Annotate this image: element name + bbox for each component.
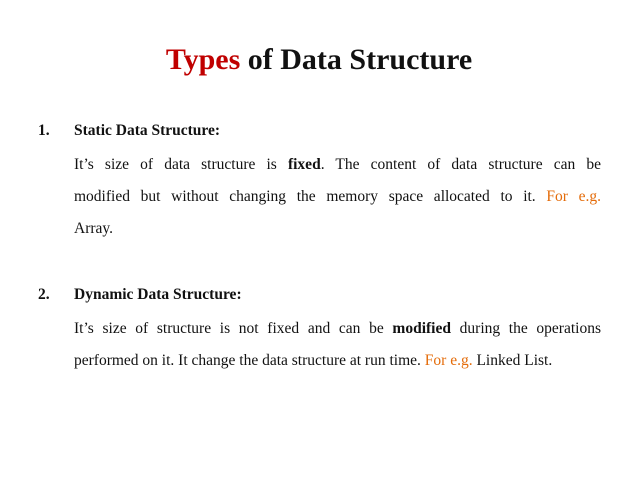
- item-1-line-1-post: . The content of data structure can be: [320, 156, 601, 173]
- item-2-number: 2.: [38, 286, 50, 303]
- item-1-heading: [38, 121, 220, 141]
- item-2-example-label: For e.g.: [424, 352, 473, 369]
- item-2-heading: [38, 285, 242, 305]
- item-1-bold-word: fixed: [287, 156, 321, 173]
- title-accent-word: Types: [165, 43, 241, 76]
- item-2-line-1: [74, 313, 601, 345]
- item-1-body: [74, 149, 601, 245]
- item-1-heading-text: Static Data Structure:: [74, 122, 221, 139]
- item-1-example-label: For e.g.: [546, 188, 601, 205]
- item-1-line-2-pre: modified but without changing the memory space allocated to it.: [74, 188, 547, 205]
- item-1-line-1-pre: It’s size of data structure is: [74, 156, 288, 173]
- item-2-bold-word: modified: [392, 320, 451, 337]
- item-2-line-1-pre: It’s size of structure is not fixed and can be: [74, 320, 393, 337]
- item-2-line-2-pre: performed on it. It change the data structure at run time.: [74, 352, 425, 369]
- item-2-line-2-post: Linked List.: [472, 352, 553, 369]
- item-1-line-3: Array.: [74, 220, 114, 237]
- item-1-line-2: [74, 181, 601, 213]
- item-2-line-2: [74, 345, 601, 377]
- item-2-heading-text: Dynamic Data Structure:: [74, 286, 242, 303]
- item-2-body: [74, 313, 601, 377]
- slide-title: [0, 40, 638, 80]
- title-rest: of Data Structure: [240, 43, 473, 76]
- item-1-line-1: [74, 149, 601, 181]
- item-2-line-1-post: during the operations: [450, 320, 601, 337]
- item-1-number: 1.: [38, 122, 50, 139]
